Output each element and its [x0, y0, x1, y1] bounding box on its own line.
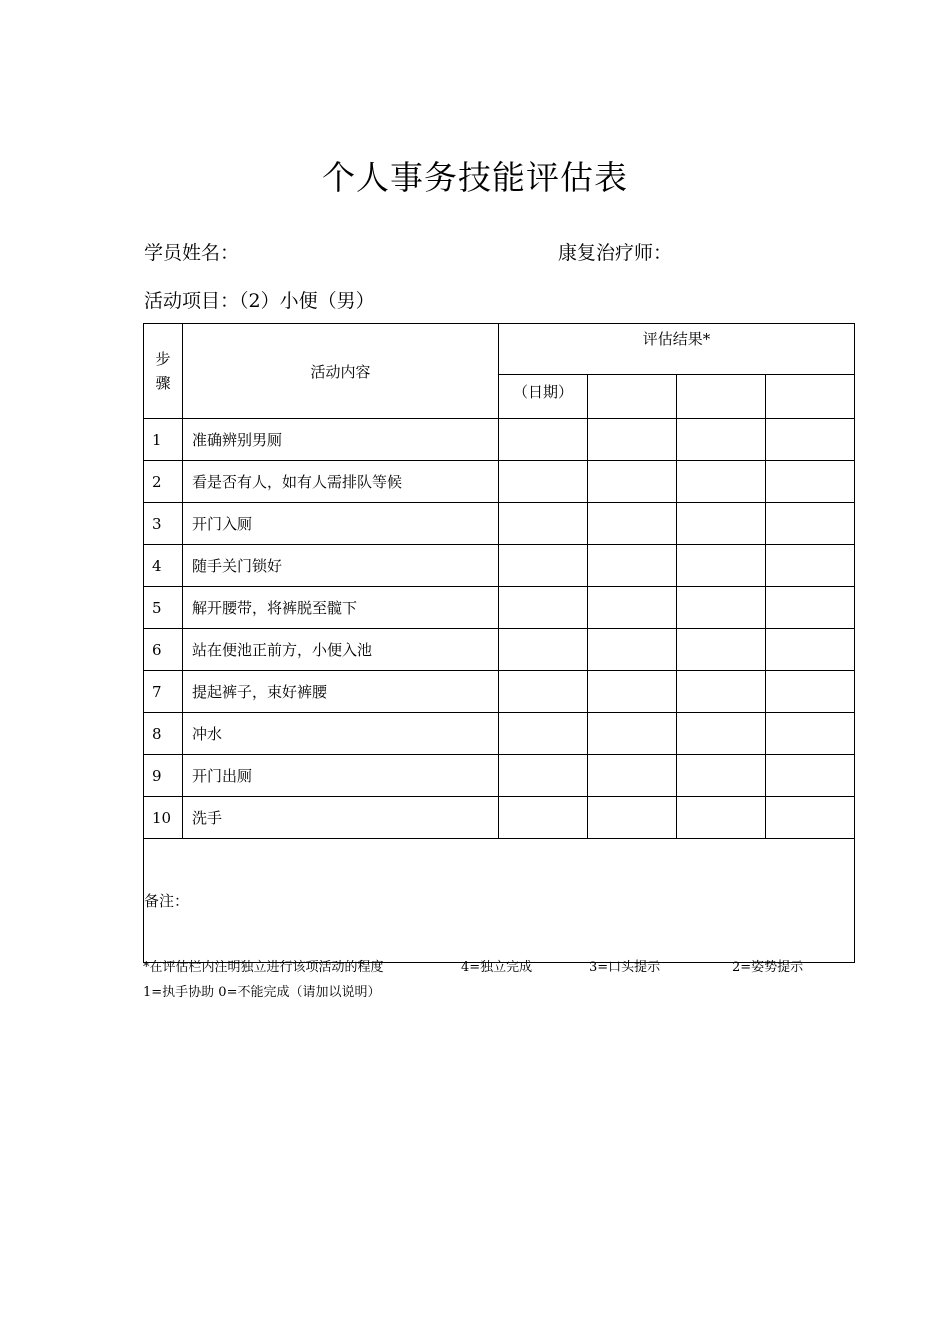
therapist-label: 康复治疗师：	[558, 242, 673, 264]
evaluation-cell[interactable]	[499, 797, 588, 839]
activity-content: 开门出厕	[183, 755, 499, 797]
date-cell[interactable]: （日期）	[499, 375, 588, 419]
legend-level-2: 2=姿势提示	[732, 960, 804, 975]
table-row	[144, 419, 855, 461]
table-row	[144, 587, 855, 629]
evaluation-cell[interactable]	[766, 587, 855, 629]
evaluation-cell[interactable]	[677, 587, 766, 629]
evaluation-cell[interactable]	[499, 713, 588, 755]
step-number: 9	[144, 755, 183, 797]
evaluation-header: 评估结果*	[499, 324, 855, 375]
activity-content: 开门入厕	[183, 503, 499, 545]
evaluation-cell[interactable]	[766, 629, 855, 671]
legend-level-3: 3=口头提示	[589, 960, 661, 975]
evaluation-cell[interactable]	[766, 713, 855, 755]
evaluation-cell[interactable]	[677, 755, 766, 797]
evaluation-cell[interactable]	[499, 503, 588, 545]
activity-content: 准确辨别男厕	[183, 419, 499, 461]
activity-content: 冲水	[183, 713, 499, 755]
evaluation-cell[interactable]	[766, 419, 855, 461]
student-name-label: 学员姓名：	[144, 242, 240, 264]
evaluation-cell[interactable]	[588, 671, 677, 713]
step-number: 3	[144, 503, 183, 545]
date-cell[interactable]	[588, 375, 677, 419]
activity-content: 洗手	[183, 797, 499, 839]
table-row	[144, 755, 855, 797]
activity-content: 看是否有人，如有人需排队等候	[183, 461, 499, 503]
activity-content: 随手关门锁好	[183, 545, 499, 587]
evaluation-cell[interactable]	[499, 587, 588, 629]
evaluation-cell[interactable]	[766, 503, 855, 545]
activity-content: 解开腰带，将裤脱至髋下	[183, 587, 499, 629]
remarks-label: 备注：	[144, 892, 190, 910]
table-row	[144, 671, 855, 713]
step-number: 5	[144, 587, 183, 629]
remarks-field[interactable]	[144, 839, 855, 963]
evaluation-cell[interactable]	[499, 755, 588, 797]
activity-content: 站在便池正前方，小便入池	[183, 629, 499, 671]
step-number: 7	[144, 671, 183, 713]
evaluation-cell[interactable]	[677, 503, 766, 545]
evaluation-cell[interactable]	[588, 545, 677, 587]
evaluation-cell[interactable]	[499, 545, 588, 587]
evaluation-cell[interactable]	[588, 461, 677, 503]
date-cell[interactable]	[766, 375, 855, 419]
legend-note: *在评估栏内注明独立进行该项活动的程度	[143, 960, 384, 975]
activity-content: 提起裤子，束好裤腰	[183, 671, 499, 713]
evaluation-cell[interactable]	[677, 629, 766, 671]
content-column-header: 活动内容	[183, 324, 499, 419]
evaluation-cell[interactable]	[677, 419, 766, 461]
step-column-header: 步 骤	[144, 324, 183, 419]
evaluation-cell[interactable]	[588, 629, 677, 671]
evaluation-cell[interactable]	[766, 671, 855, 713]
evaluation-cell[interactable]	[766, 545, 855, 587]
table-row	[144, 629, 855, 671]
date-cell[interactable]	[677, 375, 766, 419]
evaluation-cell[interactable]	[588, 755, 677, 797]
evaluation-cell[interactable]	[766, 755, 855, 797]
step-number: 6	[144, 629, 183, 671]
evaluation-cell[interactable]	[588, 587, 677, 629]
legend-level-1-0: 1=执手协助 0=不能完成（请加以说明）	[143, 985, 381, 1000]
activity-item-label: 活动项目：（2）小便（男）	[144, 290, 375, 312]
step-number: 1	[144, 419, 183, 461]
evaluation-cell[interactable]	[588, 503, 677, 545]
table-row	[144, 797, 855, 839]
evaluation-cell[interactable]	[588, 713, 677, 755]
table-row	[144, 545, 855, 587]
evaluation-cell[interactable]	[499, 671, 588, 713]
evaluation-cell[interactable]	[766, 797, 855, 839]
step-number: 4	[144, 545, 183, 587]
evaluation-cell[interactable]	[588, 797, 677, 839]
step-number: 10	[144, 797, 183, 839]
evaluation-cell[interactable]	[499, 419, 588, 461]
page-title: 个人事务技能评估表	[322, 158, 628, 197]
evaluation-cell[interactable]	[766, 461, 855, 503]
evaluation-cell[interactable]	[588, 419, 677, 461]
step-number: 8	[144, 713, 183, 755]
evaluation-cell[interactable]	[677, 461, 766, 503]
evaluation-cell[interactable]	[677, 671, 766, 713]
table-row	[144, 461, 855, 503]
evaluation-cell[interactable]	[677, 545, 766, 587]
table-row	[144, 503, 855, 545]
legend-level-4: 4=独立完成	[461, 960, 533, 975]
evaluation-cell[interactable]	[499, 461, 588, 503]
evaluation-cell[interactable]	[677, 797, 766, 839]
table-row	[144, 713, 855, 755]
assessment-table	[143, 323, 855, 963]
evaluation-cell[interactable]	[677, 713, 766, 755]
step-number: 2	[144, 461, 183, 503]
evaluation-cell[interactable]	[499, 629, 588, 671]
